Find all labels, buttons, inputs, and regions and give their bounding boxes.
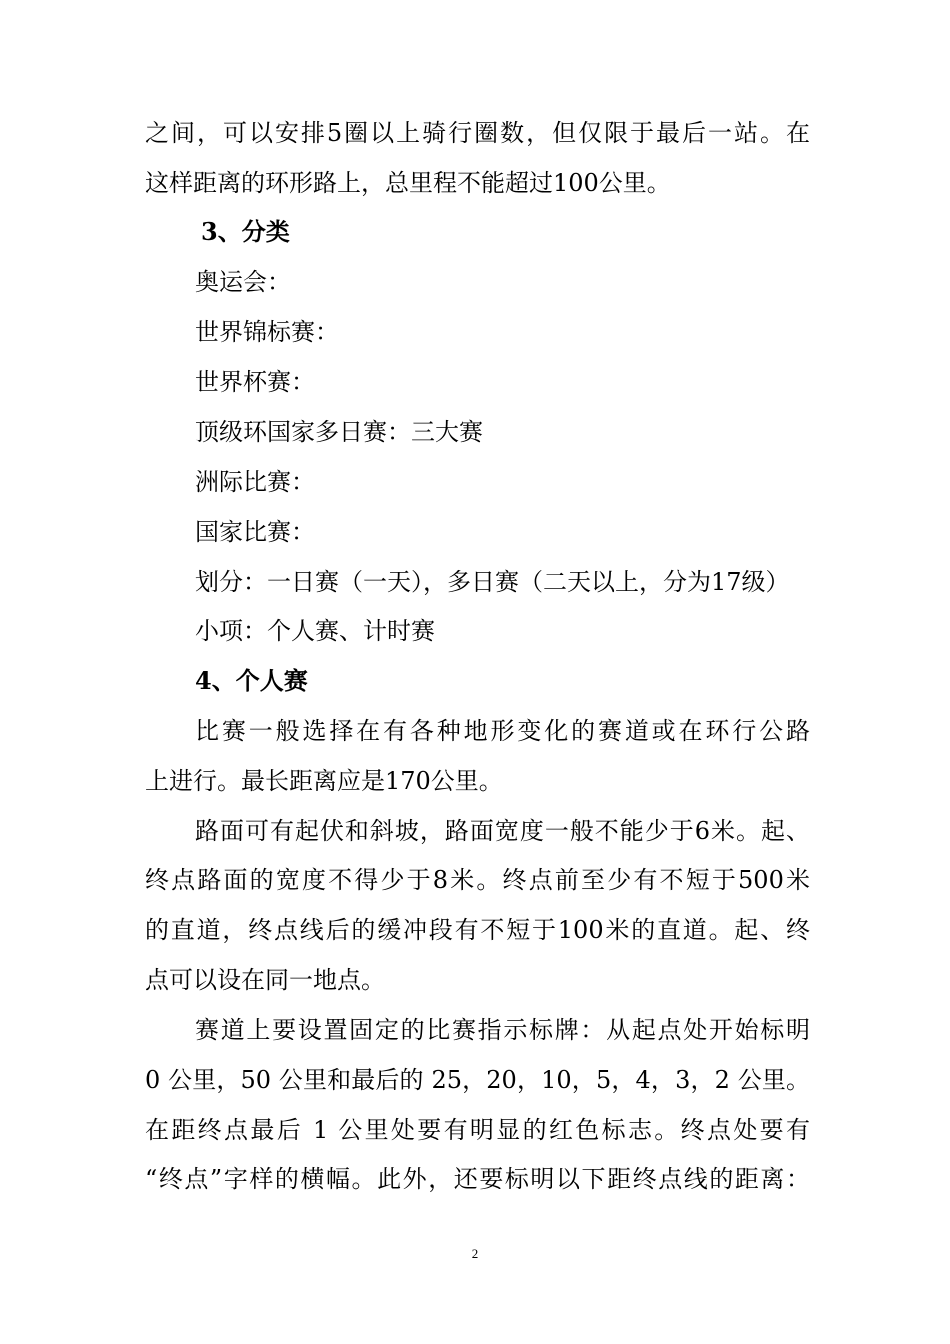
body-text-line: 点可以设在同一地点。 (145, 966, 385, 994)
body-text-line: 的直道，终点线后的缓冲段有不短于100米的直道。起、终 (145, 916, 810, 944)
category-item: 世界锦标赛： (195, 318, 339, 346)
sub-event-line: 小项：个人赛、计时赛 (195, 617, 435, 645)
category-item: 洲际比赛： (195, 468, 315, 496)
body-text-line: 路面可有起伏和斜坡，路面宽度一般不能少于6米。起、 (195, 817, 810, 845)
category-item: 世界杯赛： (195, 368, 315, 396)
category-item: 顶级环国家多日赛：三大赛 (195, 418, 483, 446)
classification-line: 划分：一日赛（一天），多日赛（二天以上，分为17级） (195, 568, 790, 596)
body-text-line: 比赛一般选择在有各种地形变化的赛道或在环行公路 (195, 717, 810, 745)
body-text-line: 上进行。最长距离应是170公里。 (145, 767, 503, 795)
body-text-line: 0 公里，50 公里和最后的 25，20，10，5，4，3，2 公里。 (145, 1066, 810, 1094)
body-text-line: 赛道上要设置固定的比赛指示标牌：从起点处开始标明 (195, 1016, 810, 1044)
body-text-line: 之间，可以安排5圈以上骑行圈数，但仅限于最后一站。在 (145, 119, 810, 147)
category-item: 国家比赛： (195, 518, 315, 546)
section-heading: 3、分类 (201, 217, 290, 246)
body-text-line: 终点路面的宽度不得少于8米。终点前至少有不短于500米 (145, 866, 810, 894)
body-text-line: 这样距离的环形路上，总里程不能超过100公里。 (145, 169, 671, 197)
category-item: 奥运会： (195, 268, 291, 296)
section-heading: 4、个人赛 (195, 666, 308, 695)
page-number: 2 (471, 1246, 479, 1261)
body-text-line: “终点”字样的横幅。此外，还要标明以下距终点线的距离： (145, 1165, 810, 1193)
body-text-line: 在距终点最后 1 公里处要有明显的红色标志。终点处要有 (145, 1116, 810, 1144)
